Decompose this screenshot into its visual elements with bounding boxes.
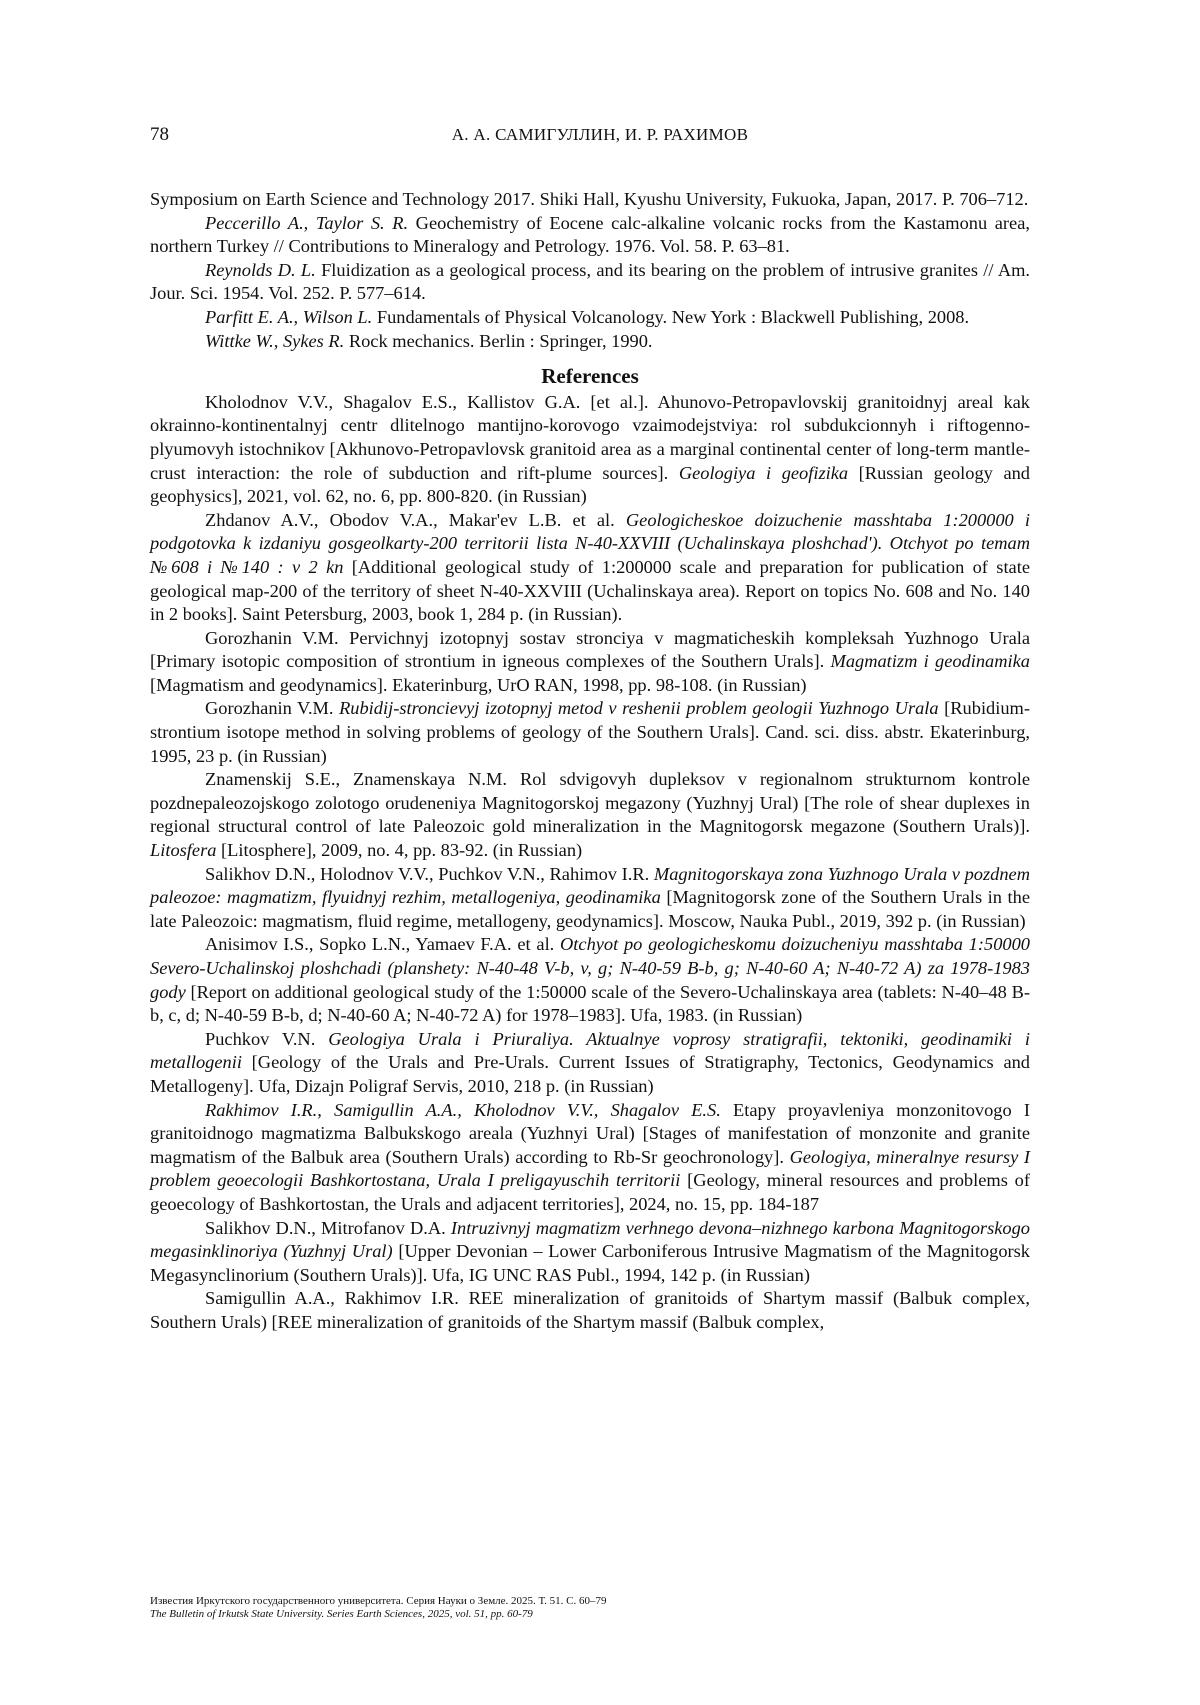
reference-entry: Salikhov D.N., Holodnov V.V., Puchkov V.N., Rahimov I.R. Magnitogorskaya zona Yuzhnogo Urala v pozdnem paleozoe: magmatizm, flyuidnyj rezhim, metallogeniya, geodinamika [Magnitogorsk zone of the Southern Urals in the late Paleozoic: magmatism, fluid regime, metallogeny, geodynamics]. Moscow, Nauka Publ., 2019, 392 p. (in Russian) [150, 863, 1030, 931]
footer-journal-ru: Известия Иркутского государственного университета. Серия Науки о Земле. 2025. Т. 51. С. 60–79 [150, 1595, 607, 1607]
reference-entry: Gorozhanin V.M. Pervichnyj izotopnyj sostav stronciya v magmaticheskih kompleksah Yuzhnogo Urala [Primary isotopic composition of strontium in igneous complexes of the Southern Urals]. Magmatizm i geodinamika [Magmatism and geodynamics]. Ekaterinburg, UrO RAN, 1998, pp. 98-108. (in Russian) [150, 627, 1030, 695]
biblio-entry: Reynolds D. L. Fluidization as a geological process, and its bearing on the problem of intrusive granites // Am. Jour. Sci. 1954. Vol. 252. P. 577–614. [150, 259, 1030, 304]
page-number: 78 [150, 124, 169, 145]
reference-entry: Salikhov D.N., Mitrofanov D.A. Intruzivnyj magmatizm verhnego devona–nizhnego karbona Magnitogorskogo megasinklinoriya (Yuzhnyj Ural) [Upper Devonian – Lower Carboniferous Intrusive Magmatism of the Magnitogorsk Megasynclinorium (Southern Urals)]. Ufa, IG UNC RAS Publ., 1994, 142 p. (in Russian) [150, 1217, 1030, 1285]
reference-entry: Rakhimov I.R., Samigullin A.A., Kholodnov V.V., Shagalov E.S. Etapy proyavleniya monzonitovogo I granitoidnogo magmatizma Balbukskogo areala (Yuzhnyi Ural) [Stages of manifestation of monzonite and granite magmatism of the Balbuk area (Southern Urals) according to Rb-Sr geochronology]. Geologiya, mineralnye resursy I problem geoecologii Bashkortostana, Urala I preligayuschih territorii [Geology, mineral resources and problems of geoecology of Bashkortostan, the Urals and adjacent territories], 2024, no. 15, pp. 184-187 [150, 1099, 1030, 1214]
body-text [150, 188, 1030, 1335]
reference-entry: Puchkov V.N. Geologiya Urala i Priuraliya. Aktualnye voprosy stratigrafii, tektoniki, geodinamiki i metallogenii [Geology of the Urals and Pre-Urals. Current Issues of Stratigraphy, Tectonics, Geodynamics and Metallogeny]. Ufa, Dizajn Poligraf Servis, 2010, 218 p. (in Russian) [150, 1028, 1030, 1096]
reference-entry: Anisimov I.S., Sopko L.N., Yamaev F.A. et al. Otchyot po geologicheskomu doizucheniyu masshtaba 1:50000 Severo-Uchalinskoj ploshchadi (planshety: N-40-48 V-b, v, g; N-40-59 B-b, g; N-40-60 A; N-40-72 A) za 1978-1983 gody [Report on additional geological study of the 1:50000 scale of the Severo-Uchalinskaya area (tablets: N-40–48 B-b, c, d; N-40-59 B-b, d; N-40-60 A; N-40-72 A) for 1978–1983]. Ufa, 1983. (in Russian) [150, 934, 1030, 1026]
biblio-entry: Peccerillo A., Taylor S. R. Geochemistry of Eocene calc-alkaline volcanic rocks from the Kastamonu area, northern Turkey // Contributions to Mineralogy and Petrology. 1976. Vol. 58. P. 63–81. [150, 212, 1030, 257]
reference-entry: Zhdanov A.V., Obodov V.A., Makar'ev L.B. et al. Geologicheskoe doizuchenie masshtaba 1:200000 i podgotovka k izdaniyu gosgeolkarty-200 territorii lista N-40-XXVIII (Uchalinskaya ploshchad'). Otchyot po temam №608 i №140 : v 2 kn [Additional geological study of 1:200000 scale and preparation for publication of state geological map-200 of the territory of sheet N-40-XXVIII (Uchalinskaya area). Report on topics No. 608 and No. 140 in 2 books]. Saint Petersburg, 2003, book 1, 284 p. (in Russian). [150, 509, 1030, 625]
biblio-entry: Symposium on Earth Science and Technology 2017. Shiki Hall, Kyushu University, Fukuoka, Japan, 2017. P. 706–712. [150, 189, 1029, 209]
footer-journal-en: The Bulletin of Irkutsk State University. Series Earth Sciences, 2025, vol. 51, pp. 60-79 [150, 1608, 533, 1620]
references-heading: References [541, 364, 639, 389]
biblio-entry: Parfitt E. A., Wilson L. Fundamentals of Physical Volcanology. New York : Blackwell Publishing, 2008. [205, 306, 970, 327]
biblio-entry: Wittke W., Sykes R. Rock mechanics. Berlin : Springer, 1990. [205, 330, 653, 351]
footer [150, 1595, 606, 1621]
reference-entry: Gorozhanin V.M. Rubidij-stroncievyj izotopnyj metod v reshenii problem geologii Yuzhnogo Urala [Rubidium-strontium isotope method in solving problems of geology of the Southern Urals]. Cand. sci. diss. abstr. Ekaterinburg, 1995, 23 p. (in Russian) [150, 698, 1030, 766]
running-head: А. А. САМИГУЛЛИН, И. Р. РАХИМОВ [451, 125, 749, 144]
reference-entry: Samigullin A.A., Rakhimov I.R. REE mineralization of granitoids of Shartym massif (Balbuk complex, Southern Urals) [REE mineralization of granitoids of the Shartym massif (Balbuk complex, [150, 1288, 1030, 1332]
reference-entry: Znamenskij S.E., Znamenskaya N.M. Rol sdvigovyh dupleksov v regionalnom strukturnom kontrole pozdnepaleozojskogo zolotogo orudeneniya Magnitogorskoj megazony (Yuzhnyj Ural) [The role of shear duplexes in regional structural control of late Paleozoic gold mineralization in the Magnitogorsk megazone (Southern Urals)]. Litosfera [Litosphere], 2009, no. 4, pp. 83-92. (in Russian) [150, 769, 1030, 861]
reference-entry: Kholodnov V.V., Shagalov E.S., Kallistov G.A. [et al.]. Ahunovo-Petropavlovskij granitoidnyj areal kak okrainno-kontinentalnyj centr dlitelnogo mantijno-korovogo vzaimodejstviya: rol subdukcionnyh i riftogenno-plyumovyh istochnikov [Akhunovo-Petropavlovsk granitoid area as a marginal continental center of long-term mantle-crust interaction: the role of subduction and rift-plume sources]. Geologiya i geofizika [Russian geology and geophysics], 2021, vol. 62, no. 6, pp. 800-820. (in Russian) [150, 391, 1031, 507]
